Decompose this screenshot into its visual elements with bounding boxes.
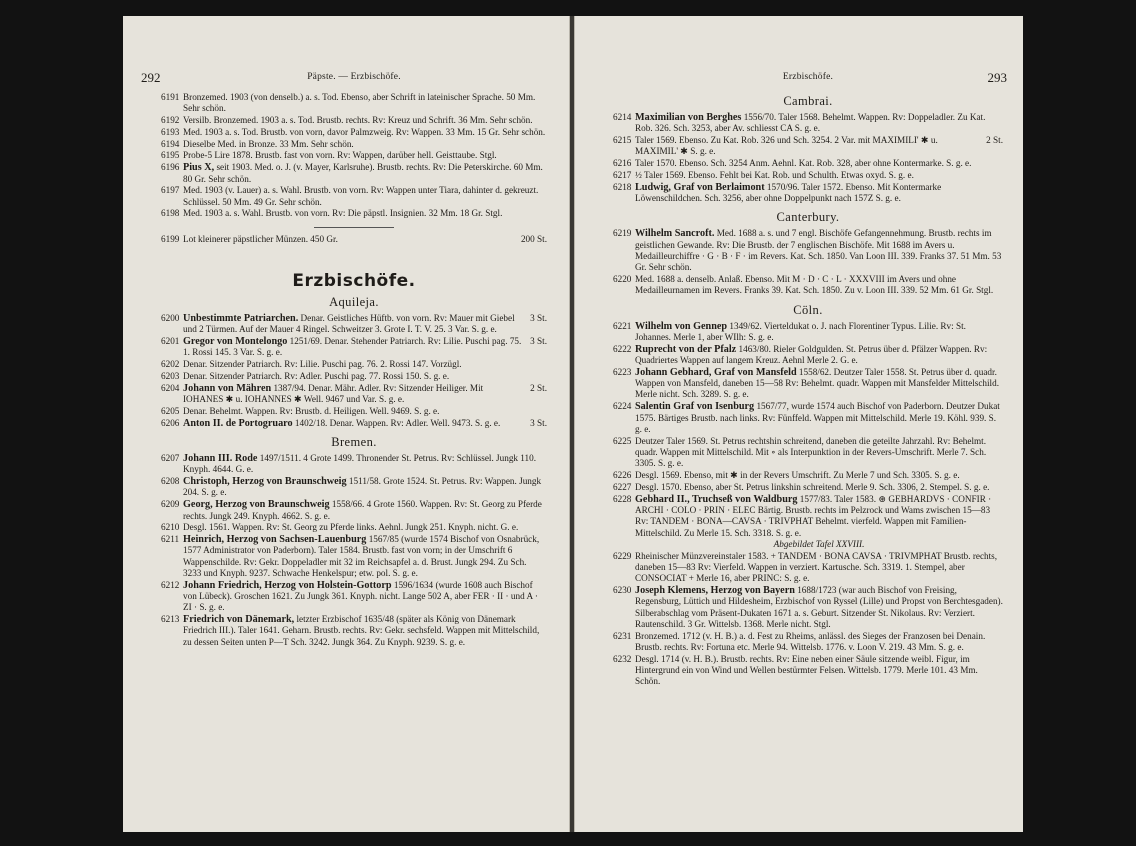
entry-number: 6222 <box>613 343 632 354</box>
entry-number: 6199 <box>161 233 180 244</box>
bremen-entries <box>161 453 547 648</box>
cambrai-entries <box>613 112 1003 204</box>
entry-text: Taler 1570. Ebenso. Sch. 3254 Anm. Aehnl. Kat. Rob. 328, aber ohne Kontermarke. S. g. e. <box>635 158 972 169</box>
entry-text: Med. 1688 a. denselb. Anlaß. Ebenso. Mit M · D · C · L · XXXVIII im Avers und ohne Medailleurnamen im Revers. Franks 39. Kat. Sch. 1850. Zu v. Loon III. 339. 52 Mm. 61 Gr. Stgl. <box>635 274 994 296</box>
entry-ruler-name: Ruprecht von der Pfalz <box>635 343 737 355</box>
catalog-entry <box>161 476 547 499</box>
entry-number: 6198 <box>161 208 180 219</box>
catalog-entry <box>613 470 1003 481</box>
entry-ruler-name: Joseph Klemens, Herzog von Bayern <box>635 584 795 596</box>
catalog-entry <box>613 631 1003 654</box>
entry-text: Versilb. Bronzemed. 1903 a. s. Tod. Brustb. rechts. Rv: Kreuz und Schrift. 36 Mm. Sehr schön. <box>183 115 533 126</box>
entry-text: letzter Erzbischof 1635/48 (später als König von Dänemark Friedrich III.). Taler 1641. Geharn. Brustb. rechts. Rv: Gekr. sechsfeld. Wappen mit Mittelschild, zu dessen Seiten unten P—T Sch. 3242. Jungk 364. Zu Knyph. 9239. S. g. e. <box>183 614 540 647</box>
entry-ruler-name: Wilhelm Sancroft. <box>635 228 715 240</box>
entry-ruler-name: Heinrich, Herzog von Sachsen-Lauenburg <box>183 534 367 546</box>
lot-entry <box>161 234 547 245</box>
entry-ruler-name: Gebhard II., Truchseß von Waldburg <box>635 493 798 505</box>
entry-text: 1556/70. Taler 1568. Behelmt. Wappen. Rv: Doppeladler. Zu Kat. Rob. 326. Sch. 3253, aber Av. schliesst CA S. g. e. <box>635 112 986 134</box>
catalog-entry <box>161 208 547 219</box>
entry-number: 6194 <box>161 138 180 149</box>
entry-ruler-name: Maximilian von Berghes <box>635 112 742 123</box>
entry-text: 1349/62. Vierteldukat o. J. nach Florentiner Typus. Lilie. Rv: St. Johannes. Merle 1, aber WIlh: S. g. e. <box>635 320 966 342</box>
entry-number: 6231 <box>613 630 632 641</box>
entry-number: 6232 <box>613 653 632 664</box>
entry-ruler-name: Christoph, Herzog von Braunschweig <box>183 476 347 488</box>
entry-price: 3 St. <box>530 313 547 324</box>
catalog-entry <box>161 499 547 522</box>
entry-text: 1567/85 (wurde 1574 Bischof von Osnabrück, 1577 Administrator von Paderborn). Taler 1584. Brustb. fast von vorn; in der Umschrift 6 Wappenschilde. Rv: Gekr. Doppeladler mit 32 im Reichsapfel a. d. Brust. Jungk 294. Zu Sch. 3233 und Knyph. 9237. Schwache Henkelspur; etw. pol. S. g. e. <box>183 534 540 578</box>
book-spread <box>123 0 1023 846</box>
catalog-entry <box>161 313 547 336</box>
entry-number: 6202 <box>161 359 180 370</box>
entry-price: 200 St. <box>520 233 547 244</box>
entry-text: Med. 1903 a. s. Tod. Brustb. von vorn, davor Palmzweig. Rv: Wappen. 33 Mm. 15 Gr. Sehr schön. <box>183 126 546 137</box>
right-running-head <box>613 70 1007 92</box>
entry-text: 1558/62. Deutzer Taler 1558. St. Petrus über d. quadr. Wappen von Mansfeld, daneben 15—58 Rv: Behelmt. quadr. Wappen mit Mansfelder Mittelschild. Merle nicht. Sch. 3289. S. g. e. <box>635 366 999 400</box>
entry-number: 6206 <box>161 417 180 428</box>
entry-text: Taler 1569. Ebenso. Zu Kat. Rob. 326 und Sch. 3254. 2 Var. mit MAXIMILI' ✱ u. MAXIMIL' ✱ S. g. e. <box>635 135 938 157</box>
entry-text: Deutzer Taler 1569. St. Petrus rechtshin schreitend, daneben die geteilte Jahrzahl. Rv: Behelmt. quadr. Wappen mit Mittelschild. Mit ∘ als Interpunktion in der Revers-Umschrift. Merle 7. Sch. 3305. S. g. e. <box>635 435 987 469</box>
entry-ruler-name: Ludwig, Graf von Berlaimont <box>635 181 765 193</box>
catalog-entry <box>613 551 1003 585</box>
catalog-entry <box>613 494 1003 550</box>
catalog-entry <box>161 92 547 115</box>
entry-number: 6207 <box>161 453 180 464</box>
running-title: Erzbischöfe. <box>782 72 834 82</box>
entry-number: 6230 <box>613 584 632 595</box>
catalog-entry <box>161 406 547 417</box>
entry-number: 6213 <box>161 614 180 625</box>
section-heading-canterbury: Canterbury. <box>776 210 840 225</box>
catalog-entry <box>161 522 547 533</box>
entry-text: 1577/83. Taler 1583. ⊛ GEBHARDVS · CONFIR · ARCHI · COLO · PRIN · ELEC Bärtig. Brustb. rechts im Pelzrock und Wams zwischen 15—83 Rv: TANDEM · BONA—CAVSA · TRIVPHAT Behelmt. vierfeld. Wappen mit Familien-Mittelschild. Zu Merle 15. Sch. 3318. S. g. e. <box>635 493 992 538</box>
entry-text: Med. 1903 a. s. Wahl. Brustb. von vorn. Rv: Die päpstl. Insignien. 32 Mm. 18 Gr. Stgl. <box>183 208 503 219</box>
catalog-entry <box>613 436 1003 470</box>
catalog-entry <box>161 162 547 185</box>
entry-text: Denar. Sitzender Patriarch. Rv: Adler. Puschi pag. 77. Rossi 150. S. g. e. <box>183 371 450 382</box>
entry-ruler-name: Pius X, <box>183 162 215 174</box>
catalog-entry <box>161 359 547 370</box>
canterbury-entries <box>613 228 1003 296</box>
entry-number: 6215 <box>613 135 632 146</box>
entry-number: 6226 <box>613 470 632 481</box>
entry-text: Probe-5 Lire 1878. Brustb. fast von vorn. Rv: Wappen, darüber hell. Geisttaube. Stgl. <box>183 150 497 161</box>
entry-text: Rheinischer Münzvereinstaler 1583. + TANDEM · BONA CAVSA · TRIVMPHAT Brustb. rechts, daneben 15—83 Rv: Vierfeld. Wappen in verziert. Kartusche. Sch. 3319. 1. Stempel, aber CONSOCIAT + Merle 16, aber PRINC: S. g. e. <box>635 550 998 584</box>
entry-number: 6221 <box>613 320 632 331</box>
entry-text: 1570/96. Taler 1572. Ebenso. Mit Kontermarke Löwenschildchen. Sch. 3256, aber ohne Doppelpunkt nach 157Z S. g. e. <box>635 181 942 204</box>
catalog-entry <box>613 135 1003 158</box>
entry-ruler-name: Johann Friedrich, Herzog von Holstein-Gottorp <box>183 579 392 591</box>
entry-price: 2 St. <box>530 382 547 393</box>
entry-number: 6201 <box>161 336 180 347</box>
entry-text: seit 1903. Med. o. J. (v. Mayer, Karlsruhe). Brustb. rechts. Rv: Die Peterskirche. 60 Mm. 80 Gr. Sehr schön. <box>183 162 543 184</box>
entry-number: 6204 <box>161 382 180 393</box>
entry-ruler-name: Friedrich von Dänemark, <box>183 614 295 626</box>
catalog-entry <box>613 367 1003 401</box>
entry-text: 1596/1634 (wurde 1608 auch Bischof von Lübeck). Groschen 1621. Zu Jungk 361. Knyph. nicht. Lange 502 A, aber FER · II · und A · ZI · S. g. e. <box>183 579 538 613</box>
entry-number: 6191 <box>161 92 180 102</box>
catalog-entry <box>161 534 547 579</box>
catalog-entry <box>613 585 1003 630</box>
catalog-entry <box>613 228 1003 273</box>
entry-number: 6210 <box>161 522 180 533</box>
entry-number: 6209 <box>161 499 180 510</box>
entry-price: 3 St. <box>530 417 547 428</box>
entry-number: 6223 <box>613 366 632 377</box>
catalog-entry <box>161 418 547 429</box>
catalog-entry <box>613 482 1003 493</box>
page-number: 293 <box>987 70 1007 85</box>
catalog-entry <box>161 336 547 359</box>
entry-text: Desgl. 1569. Ebenso, mit ✱ in der Revers Umschrift. Zu Merle 7 und Sch. 3305. S. g. e. <box>635 470 960 481</box>
catalog-entry <box>161 185 547 208</box>
entry-text: 1511/58. Grote 1524. St. Petrus. Rv: Wappen. Jungk 204. S. g. e. <box>183 476 542 498</box>
entry-number: 6203 <box>161 371 180 382</box>
entry-text: 1402/18. Denar. Wappen. Rv: Adler. Well. 9473. S. g. e. <box>294 417 501 428</box>
catalog-entry <box>613 158 1003 169</box>
entry-number: 6216 <box>613 158 632 169</box>
entry-number: 6212 <box>161 579 180 590</box>
section-heading-cambrai: Cambrai. <box>783 94 833 108</box>
entry-text: 1558/66. 4 Grote 1560. Wappen. Rv: St. Georg zu Pferde rechts. Jungk 249. Knyph. 4662. S. g. e. <box>183 499 542 521</box>
entry-plate-note: Abgebildet Tafel XXVIII. <box>773 538 865 549</box>
catalog-entry <box>161 614 547 648</box>
catalog-entry <box>161 383 547 406</box>
entry-number: 6228 <box>613 493 632 504</box>
entry-number: 6227 <box>613 481 632 492</box>
entry-number: 6197 <box>161 185 180 196</box>
section-heading-bremen: Bremen. <box>331 435 377 450</box>
entry-text: Desgl. 1570. Ebenso, aber St. Petrus linkshin schreitend. Merle 9. Sch. 3306, 2. Stempel. S. g. e. <box>635 481 990 492</box>
main-heading: Erzbischöfe. <box>292 271 416 292</box>
entry-number: 6214 <box>613 112 632 122</box>
catalog-entry <box>613 112 1003 135</box>
aquileja-entries <box>161 313 547 429</box>
entry-number: 6224 <box>613 401 632 412</box>
catalog-entry <box>613 401 1003 435</box>
catalog-entry <box>161 150 547 161</box>
entry-text: 1463/80. Rieler Goldgulden. St. Petrus über d. Pfälzer Wappen. Rv: Quadriertes Wappen auf langem Kreuz. Aehnl Merle 2. G. e. <box>635 343 988 366</box>
entry-number: 6211 <box>161 534 180 545</box>
entry-number: 6217 <box>613 169 632 180</box>
entry-text: Bronzemed. 1712 (v. H. B.) a. d. Fest zu Rheims, anlässl. des Sieges der Franzosen bei Denain. Brustb. rechts. Rv: Fortuna etc. Merle 94. Wittelsb. 1776. v. Loon V. 219. 43 Mm. S. g. e. <box>635 630 986 652</box>
entry-text: Med. 1903 (v. Lauer) a. s. Wahl. Brustb. von vorn. Rv: Wappen unter Tiara, dahinter d. gekreuzt. Schlüssel. 50 Mm. 49 Gr. Sehr schön. <box>183 185 539 207</box>
entry-text: 1387/94. Denar. Mähr. Adler. Rv: Sitzender Heiliger. Mit IOHANES ✱ u. IOHANNES ✱ Well. 9467 und Var. S. g. e. <box>183 382 484 405</box>
entry-number: 6225 <box>613 435 632 446</box>
catalog-entry <box>161 371 547 382</box>
entry-number: 6229 <box>613 550 632 561</box>
entry-price: 3 St. <box>530 336 547 347</box>
entry-ruler-name: Wilhelm von Gennep <box>635 320 728 332</box>
entry-ruler-name: Georg, Herzog von Braunschweig <box>183 499 330 511</box>
right-page <box>574 16 1023 832</box>
catalog-entry <box>613 274 1003 297</box>
entry-text: 1567/77, wurde 1574 auch Bischof von Paderborn. Deutzer Dukat 1575. Bärtiges Brustb. nach links. Rv: Fünffeld. Wappen mit Mittelschild. Merle 19. Köhl. 939. S. g. e. <box>635 401 1000 434</box>
entry-number: 6220 <box>613 274 632 285</box>
left-page <box>123 16 570 832</box>
entry-text: Bronzemed. 1903 (von denselb.) a. s. Tod. Ebenso, aber Schrift in lateinischer Sprache. 50 Mm. Sehr schön. <box>183 92 536 114</box>
entry-text: Dieselbe Med. in Bronze. 33 Mm. Sehr schön. <box>183 138 354 149</box>
entry-number: 6208 <box>161 476 180 487</box>
entry-price: 2 St. <box>986 135 1003 146</box>
entry-ruler-name: Johann Gebhard, Graf von Mansfeld <box>635 366 797 378</box>
entry-ruler-name: Salentin Graf von Isenburg <box>635 401 755 413</box>
catalog-entry <box>161 453 547 476</box>
catalog-entry <box>613 321 1003 344</box>
catalog-entry <box>161 580 547 614</box>
entry-number: 6196 <box>161 162 180 173</box>
entry-ruler-name: Johann von Mähren <box>183 382 272 394</box>
entry-ruler-name: Anton II. de Portogruaro <box>183 417 293 429</box>
catalog-entry <box>613 182 1003 205</box>
entry-text: 1688/1723 (war auch Bischof von Freising, Regensburg, Lüttich und Hildesheim, Erzbischof von Ryssel (Lille) und Propst von Berchtesgaden). Silberabschlag vom Präsent-Dukaten 1671 a. s. Geburt. Sitzender St. Nikolaus. Rv: Verziert. Rautenschild. 3 Gr. Wittelsb. 1368. Merle nicht. Stgl. <box>635 584 1003 629</box>
catalog-entry <box>613 344 1003 367</box>
catalog-entry <box>161 139 547 150</box>
section-heading-coeln: Cöln. <box>793 302 823 317</box>
entry-text: ½ Taler 1569. Ebenso. Fehlt bei Kat. Rob. und Schulth. Etwas oxyd. S. g. e. <box>635 169 914 180</box>
entry-text: Lot kleinerer päpstlicher Münzen. 450 Gr. <box>183 233 338 244</box>
entry-number: 6193 <box>161 126 180 137</box>
entry-text: Denar. Behelmt. Wappen. Rv: Brustb. d. Heiligen. Well. 9469. S. g. e. <box>183 405 440 416</box>
entry-number: 6205 <box>161 405 180 416</box>
entry-number: 6195 <box>161 150 180 161</box>
entry-text: Denar. Geistliches Hüftb. von vorn. Rv: Mauer mit Giebel und 2 Türmen. Auf der Mauer 4 Ringel. Schweitzer 3. Grote I. T. V. 25. 3 Var. S. g. e. <box>183 313 515 335</box>
catalog-entry <box>613 170 1003 181</box>
entry-text: Denar. Sitzender Patriarch. Rv: Lilie. Puschi pag. 76. 2. Rossi 147. Vorzügl. <box>183 359 462 370</box>
entry-text: Med. 1688 a. s. und 7 engl. Bischöfe Gefangennehmung. Brustb. rechts im geistlichen Gewande. Rv: Die Brustb. der 7 englischen Bischöfe. Mit 1688 im Avers u. Medailleurchiffre · G · B · F · im Revers. Kat. Sch. 1850. Van Loon III. 339. Franks 37. 51 Mm. 53 Gr. Sehr schön. <box>635 228 1002 273</box>
running-title: Päpste. — Erzbischöfe. <box>307 72 401 82</box>
left-running-head <box>141 70 547 92</box>
papal-entries <box>161 92 547 220</box>
catalog-entry <box>161 127 547 138</box>
page-number: 292 <box>141 70 161 85</box>
catalog-entry <box>613 654 1003 688</box>
entry-number: 6219 <box>613 228 632 239</box>
entry-text: 1251/69. Denar. Stehender Patriarch. Rv: Lilie. Puschi pag. 75. 1. Rossi 145. 3 Var. S. g. e. <box>183 336 522 358</box>
coeln-entries <box>613 321 1003 688</box>
catalog-entry <box>161 115 547 126</box>
entry-ruler-name: Gregor von Montelongo <box>183 336 288 348</box>
entry-number: 6200 <box>161 313 180 324</box>
entry-text: Desgl. 1714 (v. H. B.). Brustb. rechts. Rv: Eine neben einer Säule sitzende weibl. Figur, im Hintergrund ein von Wind und Wellen bestürmter Felsen. Wittelsb. 1779. Merle 101. 43 Mm. Schön. <box>635 653 978 687</box>
entry-text: 1497/1511. 4 Grote 1499. Thronender St. Petrus. Rv: Schlüssel. Jungk 110. Knyph. 4644. G. e. <box>183 453 537 475</box>
entry-ruler-name: Unbestimmte Patriarchen. <box>183 313 299 325</box>
divider-rule <box>314 227 394 228</box>
section-heading-aquileja: Aquileja. <box>329 295 379 310</box>
entry-number: 6218 <box>613 181 632 192</box>
entry-text: Desgl. 1561. Wappen. Rv: St. Georg zu Pferde links. Aehnl. Jungk 251. Knyph. nicht. G. e. <box>183 522 519 533</box>
entry-ruler-name: Johann III. Rode <box>183 453 258 465</box>
entry-number: 6192 <box>161 115 180 126</box>
